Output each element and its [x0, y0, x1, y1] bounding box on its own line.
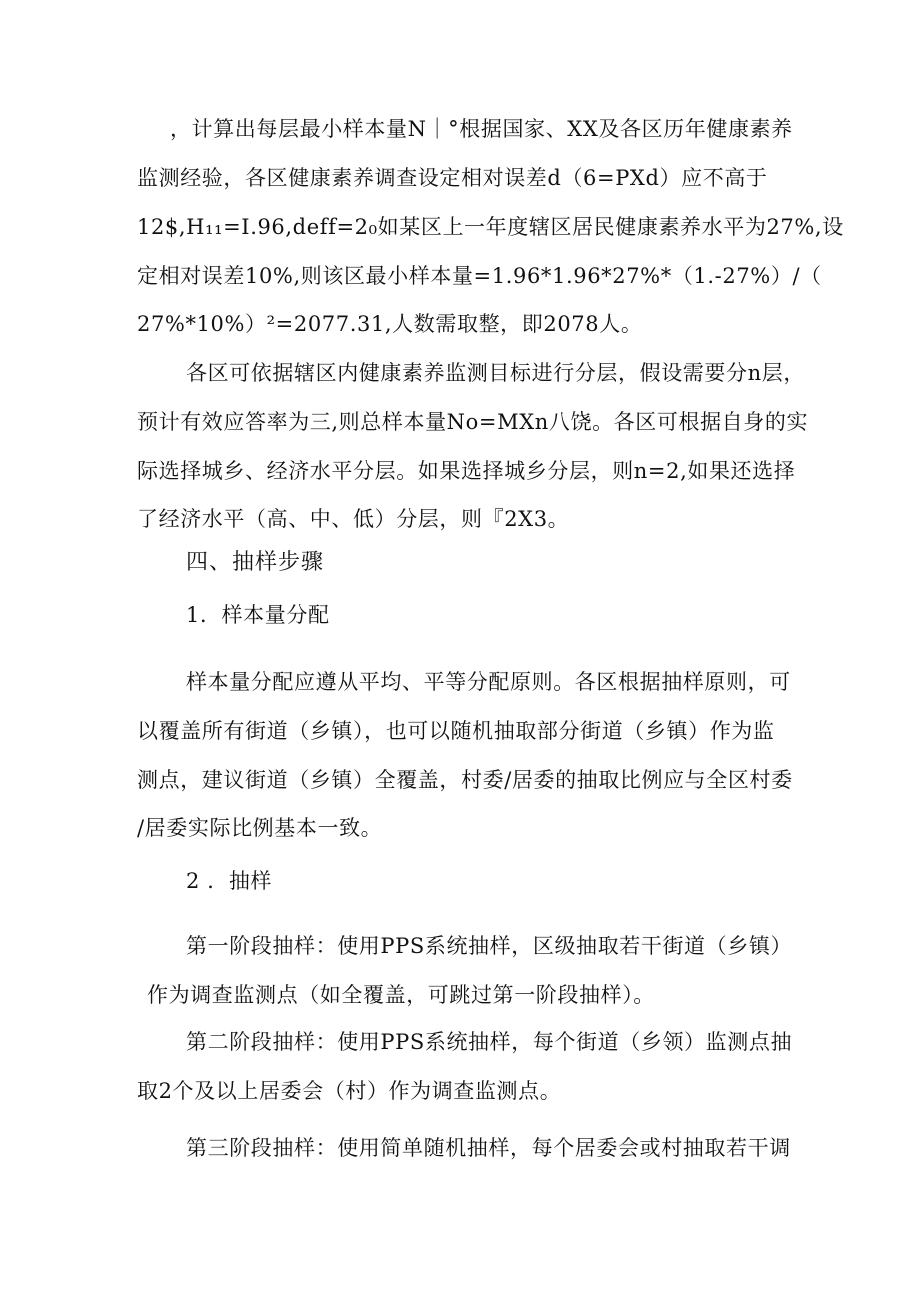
text-line: 测点，建议街道（乡镇）全覆盖，村委/居委的抽取比例应与全区村委 [137, 768, 793, 792]
text-line: ，计算出每层最小样本量N｜°根据国家、XX及各区历年健康素养 [170, 117, 793, 141]
text-line: 以覆盖所有街道（乡镇），也可以随机抽取部分街道（乡镇）作为监 [137, 719, 775, 743]
text-line: 取2个及以上居委会（村）作为调查监测点。 [137, 1079, 562, 1103]
text-line: 了经济水平（高、中、低）分层，则『2X3。 [137, 507, 570, 531]
text-line: 际选择城乡、经济水平分层。如果选择城乡分层，则n=2,如果还选择 [137, 459, 796, 483]
text-line: 第二阶段抽样：使用PPS系统抽样，每个街道（乡领）监测点抽 [186, 1030, 793, 1054]
section-heading: 四、抽样步骤 [186, 550, 325, 575]
text-line: 监测经验，各区健康素养调查设定相对误差d（6=PXd）应不高于 [137, 166, 768, 190]
subsection-heading: 1．样本量分配 [186, 603, 330, 627]
subsection-heading: 2 ．抽样 [186, 869, 273, 893]
text-line: /居委实际比例基本一致。 [137, 816, 383, 840]
text-line: 27%*10%）²=2077.31,人数需取整，即2078人。 [137, 312, 643, 336]
text-line: 预计有效应答率为三,则总样本量No=MXn八饶。各区可根据自身的实 [137, 410, 809, 434]
text-line: 各区可依据辖区内健康素养监测目标进行分层，假设需要分n层， [186, 361, 805, 385]
text-line: 定相对误差10%,则该区最小样本量=1.96*1.96*27%*（1.-27%）/（ [137, 264, 822, 288]
text-line: 样本量分配应遵从平均、平等分配原则。各区根据抽样原则，可 [186, 670, 791, 694]
text-line: 第三阶段抽样：使用简单随机抽样，每个居委会或村抽取若干调 [186, 1136, 791, 1160]
text-line: 12$,H₁₁=I.96,deff=2₀如某区上一年度辖区居民健康素养水平为27%,设 [137, 215, 844, 239]
text-line: 第一阶段抽样：使用PPS系统抽样，区级抽取若干街道（乡镇） [186, 934, 793, 958]
text-line: 作为调查监测点（如全覆盖，可跳过第一阶段抽样）。 [147, 983, 655, 1007]
